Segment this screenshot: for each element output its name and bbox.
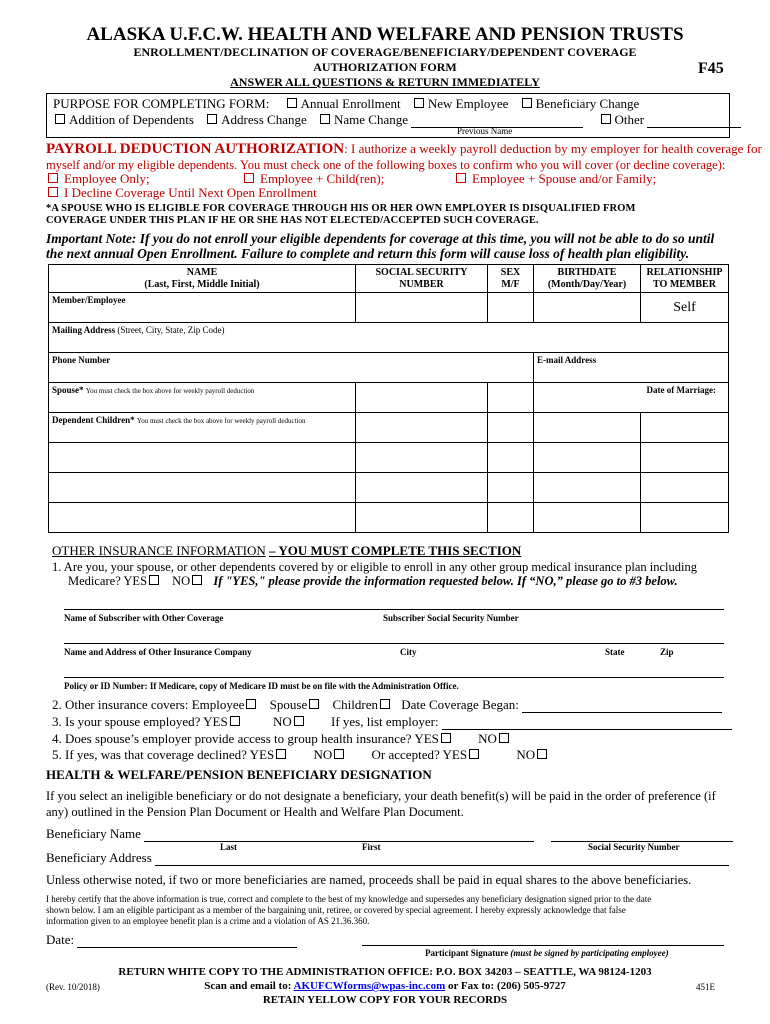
q4-no-checkbox[interactable] — [499, 733, 509, 743]
member-birthdate-cell[interactable] — [534, 293, 641, 323]
question-5: 5. If yes, was that coverage declined? YES NO Or accepted? YES NO — [52, 747, 551, 763]
child-birthdate-cell[interactable] — [534, 443, 641, 473]
member-relationship-cell: Self — [641, 293, 729, 323]
q2-spouse-checkbox[interactable] — [309, 699, 319, 709]
zip-label: Zip — [660, 647, 674, 657]
spouse-sex-cell[interactable] — [488, 383, 534, 413]
first-caption: First — [362, 842, 381, 852]
child-relationship-cell[interactable] — [641, 443, 729, 473]
policy-line[interactable] — [64, 677, 724, 678]
child-relationship-cell[interactable] — [641, 473, 729, 503]
child-ssn-cell[interactable] — [356, 413, 488, 443]
spouse-notice-2: COVERAGE UNDER THIS PLAN IF HE OR SHE HAS NOT ELECTED/ACCEPTED SUCH COVERAGE. — [46, 215, 539, 226]
q2-children-checkbox[interactable] — [380, 699, 390, 709]
signature-caption: Participant Signature (must be signed by participating employee) — [425, 948, 669, 958]
child-name-cell[interactable]: Dependent Children* You must check the box above for weekly payroll deduction — [49, 413, 356, 443]
question-2: 2. Other insurance covers: Employee Spouse Children Date Coverage Began: — [52, 697, 722, 713]
beneficiary-address-row: Beneficiary Address — [46, 850, 729, 866]
annual-enrollment-checkbox[interactable] — [287, 98, 297, 108]
employee-child-label: Employee + Child(ren); — [260, 171, 385, 186]
spouse-notice: *A SPOUSE WHO IS ELIGIBLE FOR COVERAGE THROUGH HIS OR HER OWN EMPLOYER IS DISQUALIFIED FROM — [46, 203, 636, 214]
child-ssn-cell[interactable] — [356, 443, 488, 473]
q4-yes-checkbox[interactable] — [441, 733, 451, 743]
form-subtitle-2: AUTHORIZATION FORM — [313, 60, 457, 74]
name-change-checkbox[interactable] — [320, 114, 330, 124]
beneficiary-change-checkbox[interactable] — [522, 98, 532, 108]
child-ssn-cell[interactable] — [356, 503, 488, 533]
email-cell[interactable]: E-mail Address — [534, 353, 729, 383]
footer-code: 451E — [696, 982, 715, 992]
member-ssn-cell[interactable] — [356, 293, 488, 323]
state-label: State — [605, 647, 625, 657]
child-row — [49, 413, 729, 443]
question-3: 3. Is your spouse employed? YES NO If yes, list employer: — [52, 714, 732, 730]
child-sex-cell[interactable] — [488, 443, 534, 473]
beneficiary-paragraph-2: any) outlined in the Pension Plan Document or Health and Welfare Plan Document. — [46, 805, 464, 819]
equal-shares-text: Unless otherwise noted, if two or more beneficiaries are named, proceeds shall be paid in equal shares to the above beneficiaries. — [46, 873, 692, 887]
member-name-cell[interactable]: Member/Employee — [49, 293, 356, 323]
child-sex-cell[interactable] — [488, 473, 534, 503]
q1-no-checkbox[interactable] — [192, 575, 202, 585]
decline-coverage-checkbox[interactable] — [48, 187, 58, 197]
payroll-text-2: myself and/or my eligible dependents. You must check one of the following boxes to confirm who you will cover (or decline coverage): — [46, 158, 726, 172]
other-checkbox[interactable] — [601, 114, 611, 124]
addition-dependents-label: Addition of Dependents — [69, 112, 194, 127]
child-birthdate-cell[interactable] — [534, 473, 641, 503]
subscriber-line[interactable] — [64, 609, 724, 610]
form-subtitle: ENROLLMENT/DECLINATION OF COVERAGE/BENEFICIARY/DEPENDENT COVERAGE — [133, 45, 637, 59]
child-name-cell[interactable] — [49, 443, 356, 473]
city-label: City — [400, 647, 417, 657]
date-field[interactable] — [77, 934, 297, 948]
previous-name-caption: Previous Name — [457, 126, 513, 136]
new-employee-checkbox[interactable] — [414, 98, 424, 108]
new-employee-label: New Employee — [427, 96, 509, 111]
question-1-answer: Medicare? YES NO If "YES," please provide the information requested below. If “NO,” please go to #3 below. — [68, 574, 678, 588]
child-sex-cell[interactable] — [488, 413, 534, 443]
payroll-text: : I authorize a weekly payroll deduction by my employer for health coverage for — [344, 141, 762, 156]
question-4: 4. Does spouse’s employer provide access to group health insurance? YES NO — [52, 731, 513, 747]
important-note: Important Note: If you do not enroll your eligible dependents for coverage at this time, you will not be able to do so until — [46, 231, 715, 246]
employee-only-checkbox[interactable] — [48, 173, 58, 183]
coverage-began-field[interactable] — [522, 699, 722, 713]
spouse-row — [49, 383, 729, 413]
address-change-checkbox[interactable] — [207, 114, 217, 124]
child-relationship-cell[interactable] — [641, 503, 729, 533]
purpose-box — [46, 93, 730, 138]
ssn-caption: Social Security Number — [588, 842, 680, 852]
col-birthdate-header: BIRTHDATE (Month/Day/Year) — [534, 265, 641, 293]
q5-accepted-yes-checkbox[interactable] — [469, 749, 479, 759]
payroll-section — [46, 141, 762, 157]
return-address: RETURN WHITE COPY TO THE ADMINISTRATION OFFICE: P.O. BOX 34203 – SEATTLE, WA 98124-1203 — [118, 966, 652, 978]
col-ssn-header: SOCIAL SECURITY NUMBER — [356, 265, 488, 293]
policy-label: Policy or ID Number: If Medicare, copy of Medicare ID must be on file with the Administration Office. — [64, 681, 459, 691]
member-row — [49, 293, 729, 323]
beneficiary-change-label: Beneficiary Change — [535, 96, 640, 111]
form-code: F45 — [698, 60, 724, 77]
form-instruction: ANSWER ALL QUESTIONS & RETURN IMMEDIATELY — [230, 75, 540, 89]
question-1: 1. Are you, your spouse, or other dependents covered by or eligible to enroll in any other group medical insurance plan including — [52, 560, 697, 574]
other-label: Other — [614, 112, 645, 127]
signature-line[interactable] — [362, 945, 724, 946]
col-sex-header: SEX M/F — [488, 265, 534, 293]
child-row — [49, 443, 729, 473]
payroll-heading: PAYROLL DEDUCTION AUTHORIZATION — [46, 141, 345, 157]
q1-yes-checkbox[interactable] — [149, 575, 159, 585]
q3-no-checkbox[interactable] — [294, 716, 304, 726]
child-ssn-cell[interactable] — [356, 473, 488, 503]
q3-yes-checkbox[interactable] — [230, 716, 240, 726]
beneficiary-heading: HEALTH & WELFARE/PENSION BENEFICIARY DESIGNATION — [46, 767, 432, 782]
member-sex-cell[interactable] — [488, 293, 534, 323]
addition-dependents-checkbox[interactable] — [55, 114, 65, 124]
child-name-cell[interactable] — [49, 503, 356, 533]
spouse-ssn-cell[interactable] — [356, 383, 488, 413]
employee-spouse-label: Employee + Spouse and/or Family; — [472, 171, 657, 186]
beneficiary-ssn-field[interactable] — [551, 828, 733, 842]
q5-no-checkbox[interactable] — [334, 749, 344, 759]
child-row — [49, 473, 729, 503]
employee-child-checkbox[interactable] — [244, 173, 254, 183]
address-change-label: Address Change — [221, 112, 307, 127]
col-relationship-header: RELATIONSHIP TO MEMBER — [641, 265, 729, 293]
phone-number-cell[interactable]: Phone Number — [49, 353, 534, 383]
beneficiary-paragraph: If you select an ineligible beneficiary or do not designate a beneficiary, your death benefit(s) will be paid in the order of preference (if — [46, 789, 716, 803]
scan-email-line: Scan and email to: AKUFCWforms@wpas-inc.com or Fax to: (206) 505-9727 — [204, 980, 566, 992]
email-link[interactable]: AKUFCWforms@wpas-inc.com — [293, 980, 446, 992]
decline-coverage-label: I Decline Coverage Until Next Open Enrollment — [64, 185, 317, 200]
child-name-cell[interactable] — [49, 473, 356, 503]
certification-text: I hereby certify that the above information is true, correct and complete to the best of my knowledge and supersedes any beneficiary designation signed prior to the date shown below. I am an eligible participant as a member of the bargaining unit, retiree, or covered by special agreement. I hereby expressly acknowledge that false information given to an employee benefit plan is a crime and a violation of AS 21.36.360. — [46, 894, 652, 926]
subscriber-ssn-label: Subscriber Social Security Number — [383, 613, 519, 623]
name-change-label: Name Change — [334, 112, 409, 127]
beneficiary-address-field[interactable] — [155, 852, 729, 866]
company-line[interactable] — [64, 643, 724, 644]
mailing-address-cell[interactable]: Mailing Address (Street, City, State, Zip Code) — [49, 323, 729, 353]
retain-copy: RETAIN YELLOW COPY FOR YOUR RECORDS — [262, 994, 508, 1006]
col-name-header: NAME (Last, First, Middle Initial) — [49, 265, 356, 293]
other-insurance-heading: OTHER INSURANCE INFORMATION – YOU MUST COMPLETE THIS SECTION — [52, 543, 522, 558]
child-row — [49, 503, 729, 533]
q5-yes-checkbox[interactable] — [276, 749, 286, 759]
beneficiary-name-field[interactable] — [144, 828, 534, 842]
q5-accepted-no-checkbox[interactable] — [537, 749, 547, 759]
other-field[interactable] — [647, 114, 741, 128]
purpose-label: PURPOSE FOR COMPLETING FORM: — [53, 96, 270, 111]
important-note-2: the next annual Open Enrollment. Failure to complete and return this form will cause loss of health plan eligibility. — [46, 246, 690, 261]
q2-employee-checkbox[interactable] — [246, 699, 256, 709]
spouse-employer-field[interactable] — [442, 716, 732, 730]
revision-date: (Rev. 10/2018) — [46, 982, 100, 992]
beneficiary-name-row: Beneficiary Name — [46, 826, 733, 842]
spouse-name-cell[interactable]: Spouse* You must check the box above for weekly payroll deduction — [49, 383, 356, 413]
form-title: ALASKA U.F.C.W. HEALTH AND WELFARE AND PENSION TRUSTS — [86, 24, 684, 45]
date-row: Date: — [46, 932, 297, 948]
subscriber-name-label: Name of Subscriber with Other Coverage — [64, 613, 224, 623]
child-birthdate-cell[interactable] — [534, 413, 641, 443]
employee-only-label: Employee Only; — [64, 171, 150, 186]
child-sex-cell[interactable] — [488, 503, 534, 533]
date-of-marriage-cell[interactable]: Date of Marriage: — [534, 383, 729, 413]
enrollment-table — [48, 264, 729, 533]
last-caption: Last — [220, 842, 238, 852]
company-label: Name and Address of Other Insurance Company — [64, 647, 252, 657]
child-relationship-cell[interactable] — [641, 413, 729, 443]
employee-spouse-checkbox[interactable] — [456, 173, 466, 183]
child-birthdate-cell[interactable] — [534, 503, 641, 533]
annual-enrollment-label: Annual Enrollment — [300, 96, 401, 111]
